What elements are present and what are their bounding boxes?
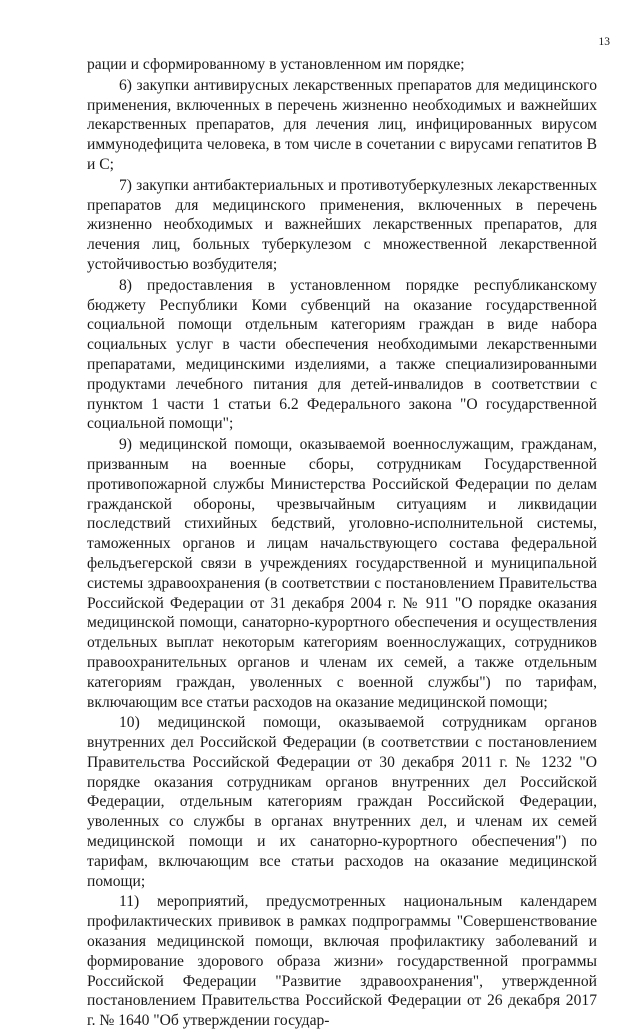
paragraph-item-9: 9) медицинской помощи, оказываемой военнослужащим, гражданам, призванным на военные сборы, сотрудникам Государственной противопожарной службы Министерства Российской Федерации по делам гражданской обороны, чрезвычайным ситуациям и ликвидации последствий стихийных бедствий, уголовно-исполнительной системы, таможенных органов и лицам начальствующего состава федеральной фельдъегерской связи в учреждениях государственной и муниципальной системы здравоохранения (в соответствии с постановлением Правительства Российской Федерации от 31 декабря 2004 г. № 911 "О порядке оказания медицинской помощи, санаторно-курортного обеспечения и осуществления отдельных выплат некоторым категориям военнослужащих, сотрудников правоохранительных органов и членам их семей, а также отдельным категориям граждан, уволенных с военной службы") по тарифам, включающим все статьи расходов на оказание медицинской помощи; [87, 436, 597, 711]
page-number: 13 [598, 36, 610, 48]
document-body [87, 55, 597, 1031]
paragraph-item-8: 8) предоставления в установленном порядке республиканскому бюджету Республики Коми субвенций на оказание государственной социальной помощи отдельным категориям граждан в виде набора социальных услуг в части обеспечения необходимыми лекарственными препаратами, медицинскими изделиями, а также специализированными продуктами лечебного питания для детей-инвалидов в соответствии с пунктом 1 части 1 статьи 6.2 Федерального закона "О государственной социальной помощи"; [87, 276, 597, 433]
paragraph-item-6: 6) закупки антивирусных лекарственных препаратов для медицинского применения, включенных в перечень жизненно необходимых и важнейших лекарственных препаратов, для лечения лиц, инфицированных вирусом иммунодефицита человека, в том числе в сочетании с вирусами гепатитов В и С; [87, 76, 597, 173]
paragraph-item-7: 7) закупки антибактериальных и противотуберкулезных лекарственных препаратов для медицинского применения, включенных в перечень жизненно необходимых и важнейших лекарственных препаратов, для лечения лиц, больных туберкулезом с множественной лекарственной устойчивостью возбудителя; [87, 176, 597, 273]
paragraph-continuation: рации и сформированному в установленном им порядке; [87, 56, 465, 73]
paragraph-item-11: 11) мероприятий, предусмотренных национальным календарем профилактических прививок в рамках подпрограммы "Совершенствование оказания медицинской помощи, включая профилактику заболеваний и формирование здорового образа жизни» государственной программы Российской Федерации "Развитие здравоохранения", утвержденной постановлением Правительства Российской Федерации от 26 декабря 2017 г. № 1640 "Об утверждении государ- [87, 893, 597, 1030]
paragraph-item-10: 10) медицинской помощи, оказываемой сотрудникам органов внутренних дел Российской Федерации (в соответствии с постановлением Правительства Российской Федерации от 30 декабря 2011 г. № 1232 "О порядке оказания сотрудникам органов внутренних дел Российской Федерации, отдельным категориям граждан Российской Федерации, уволенных со службы в органах внутренних дел, и членам их семей медицинской помощи и их санаторно-курортного обеспечения") по тарифам, включающим все статьи расходов на оказание медицинской помощи; [87, 714, 597, 890]
